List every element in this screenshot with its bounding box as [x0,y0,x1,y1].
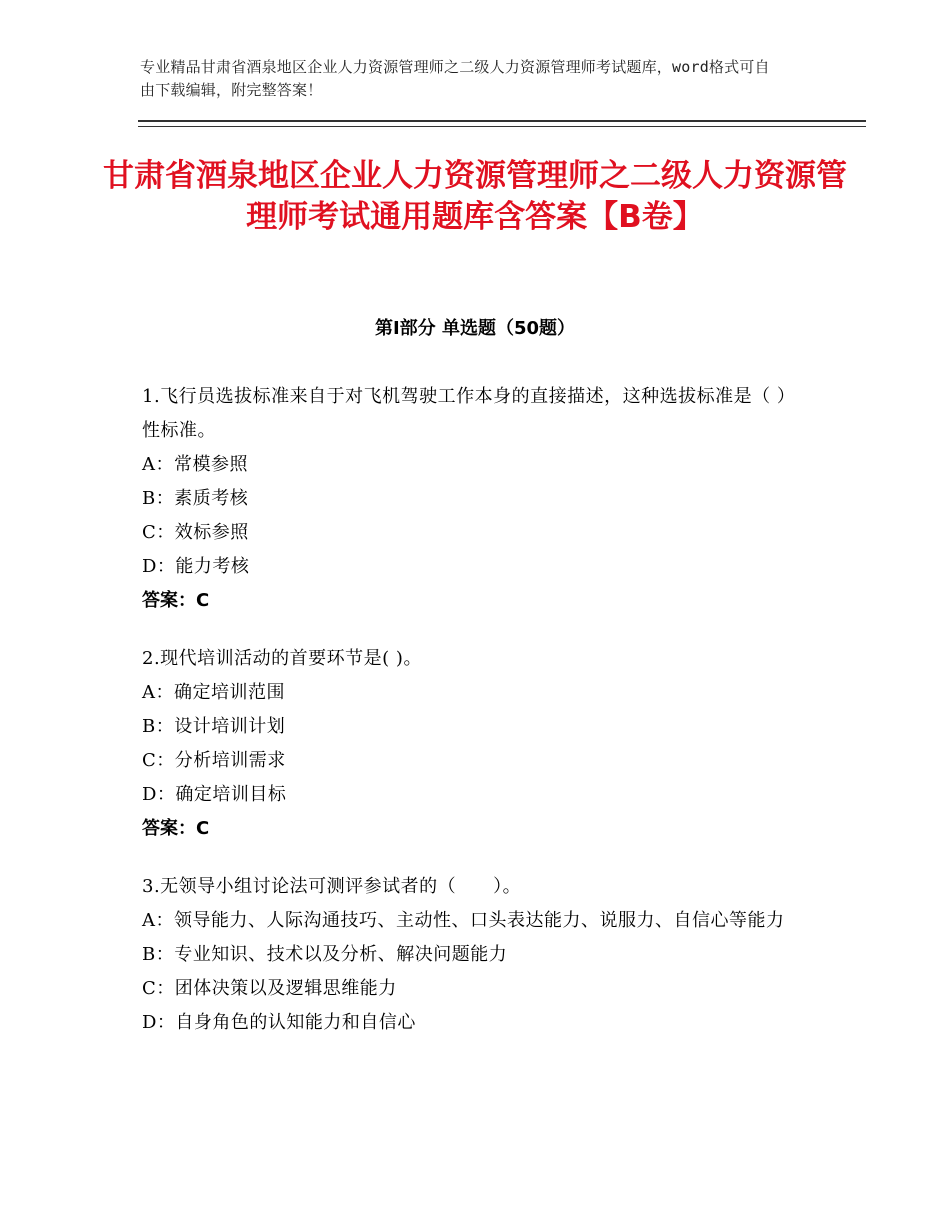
question-stem: 3.无领导小组讨论法可测评参试者的（ ）。 [142,876,522,897]
option-d: D：能力考核 [142,556,250,577]
question-stem: 1.飞行员选拔标准来自于对飞机驾驶工作本身的直接描述，这种选拔标准是（ ）性标准。 [142,386,796,441]
question-stem: 2.现代培训活动的首要环节是( )。 [142,648,422,669]
option-a: A：确定培训范围 [142,682,285,703]
option-c: C：分析培训需求 [142,750,286,771]
option-b: B：设计培训计划 [142,716,286,737]
question-1 [142,380,812,618]
header-note: 专业精品甘肃省酒泉地区企业人力资源管理师之二级人力资源管理师考试题库，word格式可自由下载编辑，附完整答案！ [140,58,770,99]
question-2 [142,642,812,846]
option-b: B：专业知识、技术以及分析、解决问题能力 [142,944,508,965]
option-a: A：领导能力、人际沟通技巧、主动性、口头表达能力、说服力、自信心等能力 [142,910,785,931]
option-c: C：团体决策以及逻辑思维能力 [142,978,397,999]
option-d: D：确定培训目标 [142,784,287,805]
answer-text: 答案：C [142,818,210,839]
section-heading: 第Ⅰ部分 单选题（50题） [374,318,575,339]
question-list [142,380,812,1064]
option-d: D：自身角色的认知能力和自信心 [142,1012,416,1033]
answer-text: 答案：C [142,590,210,611]
option-a: A：常模参照 [142,454,248,475]
option-b: B：素质考核 [142,488,249,509]
document-title: 甘肃省酒泉地区企业人力资源管理师之二级人力资源管理师考试通用题库含答案【B卷】 [103,158,847,235]
question-3 [142,870,812,1040]
option-c: C：效标参照 [142,522,249,543]
header-divider [138,120,866,127]
